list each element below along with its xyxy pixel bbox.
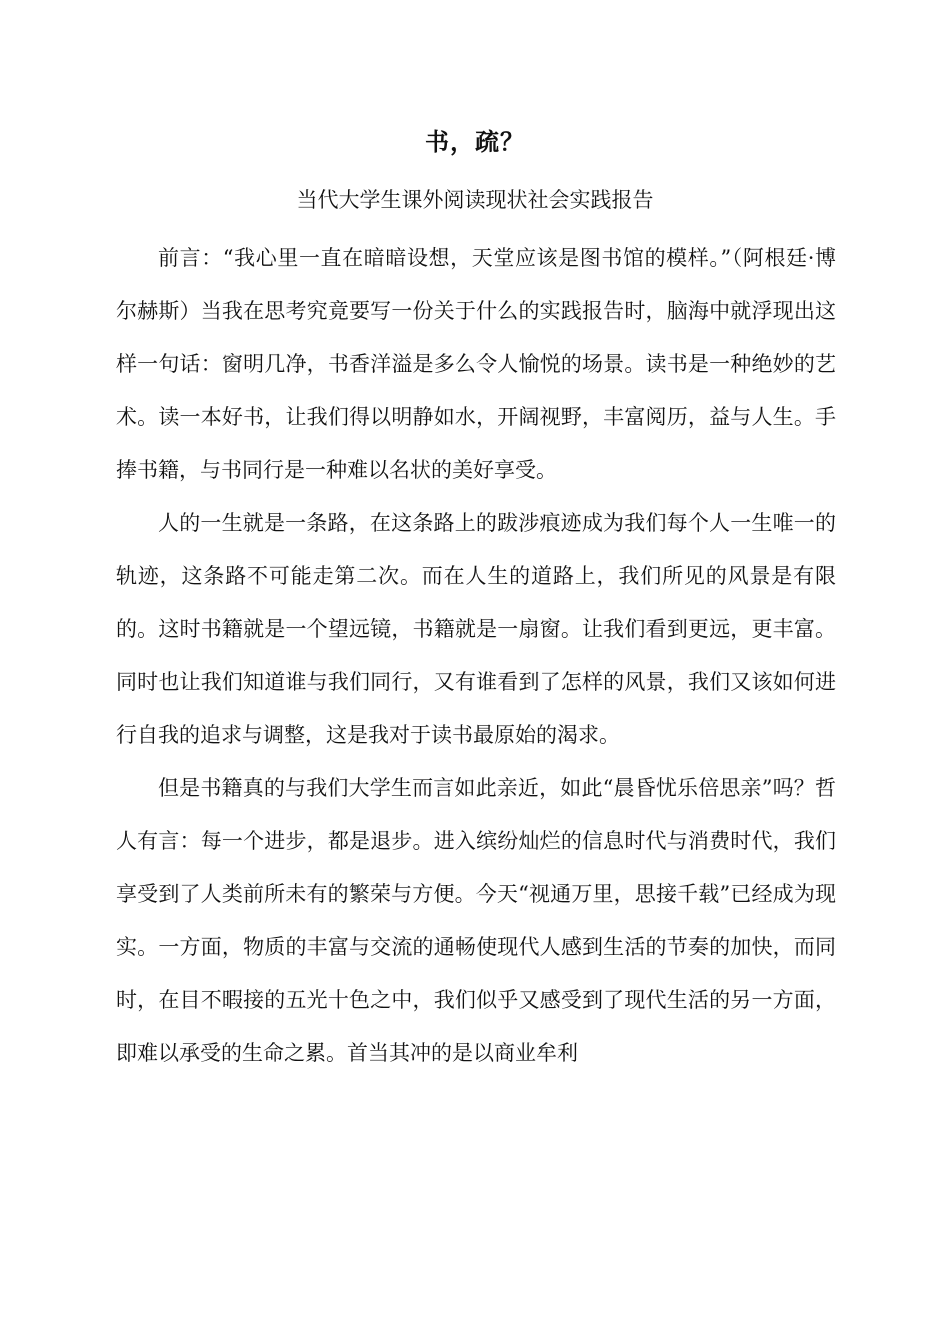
document-title: 书，疏？ xyxy=(425,127,525,156)
paragraph-preface: 前言：“我心里一直在暗暗设想，天堂应该是图书馆的模样。”（阿根廷·博尔赫斯）当我在思考究竟要写一份关于什么的实践报告时，脑海中就浮现出这样一句话：窗明几净，书香洋溢是多么令人愉悦的场景。读书是一种绝妙的艺术。读一本好书，让我们得以明静如水，开阔视野，丰富阅历，益与人生。手捧书籍，与书同行是一种难以名状的美好享受。 xyxy=(116,246,836,482)
document-body xyxy=(116,232,836,1080)
paragraph-life-road: 人的一生就是一条路，在这条路上的跋涉痕迹成为我们每个人一生唯一的轨迹，这条路不可能走第二次。而在人生的道路上，我们所见的风景是有限的。这时书籍就是一个望远镜，书籍就是一扇窗。让我们看到更远，更丰富。同时也让我们知道谁与我们同行，又有谁看到了怎样的风景，我们又该如何进行自我的追求与调整，这是我对于读书最原始的渴求。 xyxy=(116,511,836,747)
paragraph-students-and-books: 但是书籍真的与我们大学生而言如此亲近，如此“晨昏忧乐倍思亲”吗？哲人有言：每一个进步，都是退步。进入缤纷灿烂的信息时代与消费时代，我们享受到了人类前所未有的繁荣与方便。今天“视通万里，思接千载”已经成为现实。一方面，物质的丰富与交流的通畅使现代人感到生活的节奏的加快，而同时，在目不暇接的五光十色之中，我们似乎又感受到了现代生活的另一方面，即难以承受的生命之累。首当其冲的是以商业牟利 xyxy=(116,776,836,1065)
document-subtitle: 当代大学生课外阅读现状社会实践报告 xyxy=(296,188,654,212)
